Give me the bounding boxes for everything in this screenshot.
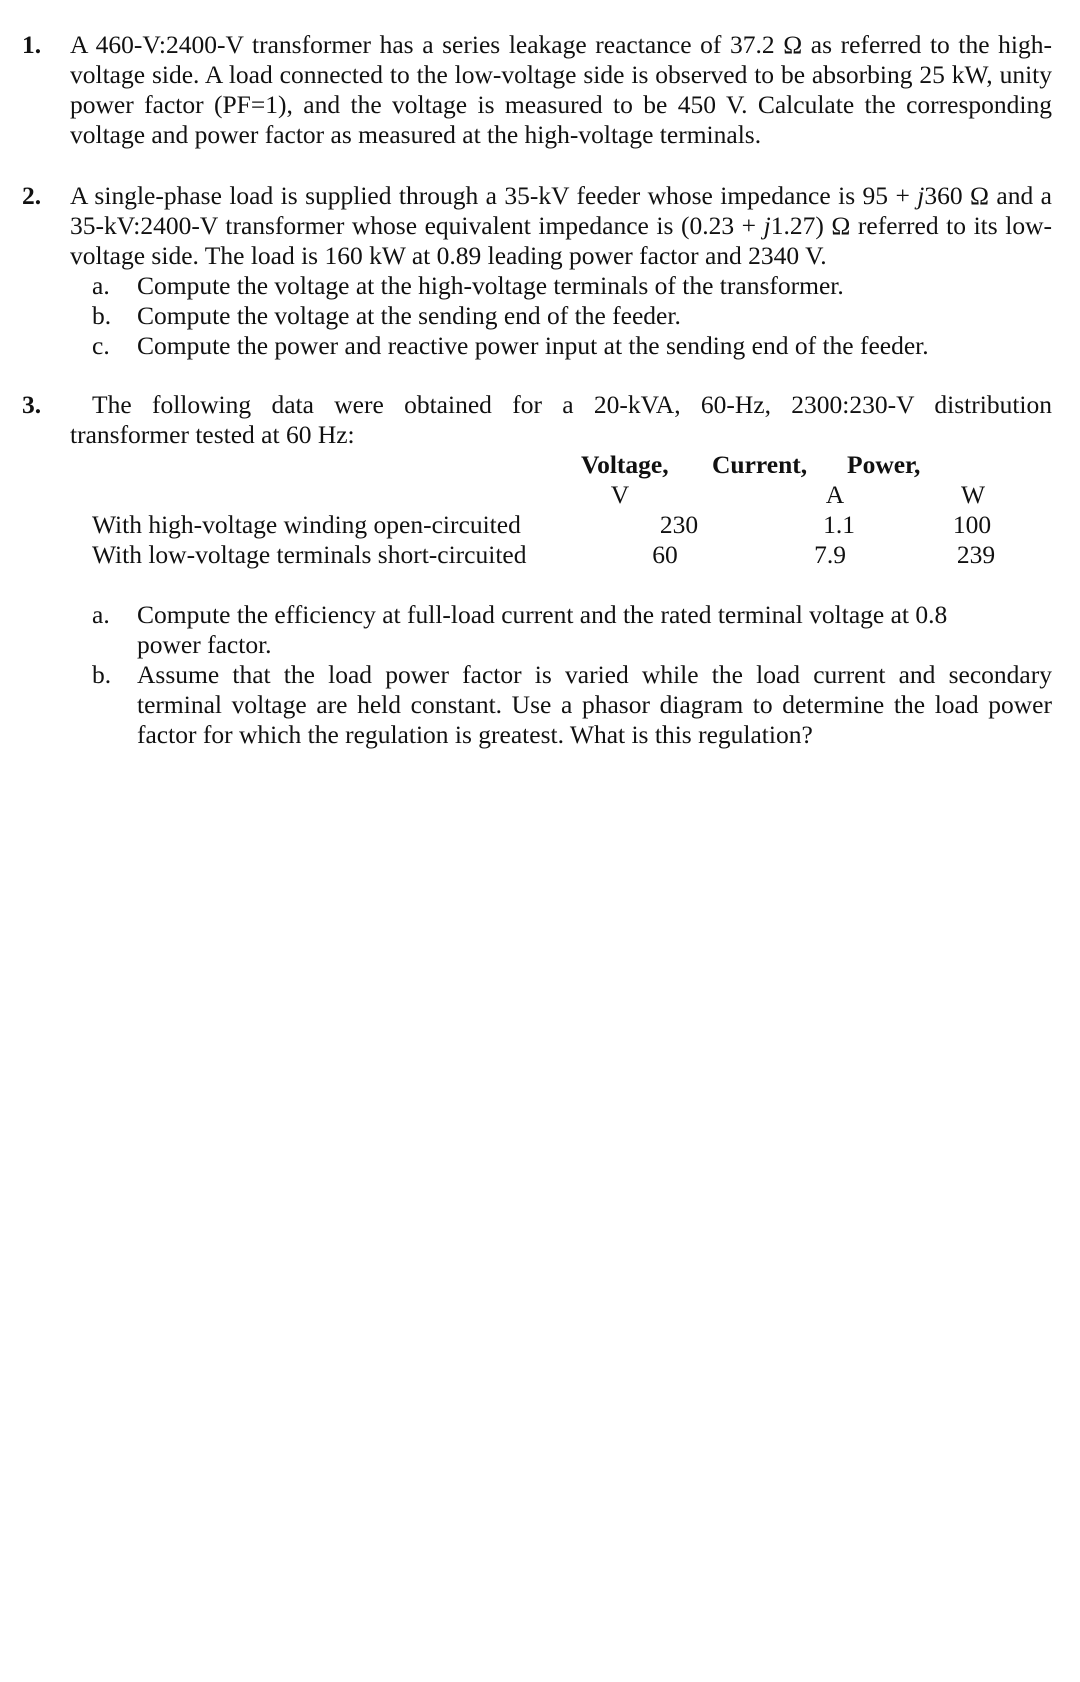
sub-letter: b. [92, 660, 112, 689]
sub-text: Compute the voltage at the sending end of the feeder. [137, 301, 681, 330]
table-cell: 7.9 [814, 540, 846, 569]
column-unit-voltage: V [610, 480, 630, 509]
problem-text [70, 181, 1052, 271]
column-header-power: Power, [847, 450, 921, 479]
column-unit-current: A [825, 480, 845, 509]
sub-letter: b. [92, 301, 112, 330]
sub-question-c [92, 331, 1052, 361]
problem-text-part: 1.27) Ω referred to its low-voltage side. The load is 160 kW at 0.89 leading power factor and 2340 V. [70, 211, 1052, 270]
column-unit-power: W [960, 480, 986, 509]
sub-letter: a. [92, 271, 110, 300]
sub-text: Compute the efficiency at full-load current and the rated terminal voltage at 0.8 power factor. [137, 600, 948, 659]
problem-number: 2. [22, 181, 42, 210]
table-cell: 239 [956, 540, 996, 569]
sub-question-a [92, 271, 1052, 301]
problem-3-sub-questions [22, 600, 1052, 750]
sub-text: Compute the power and reactive power input at the sending end of the feeder. [137, 331, 929, 360]
problem-text-part: 360 Ω and a 35-kV:2400-V transformer whose equivalent impedance is (0.23 + [70, 181, 1052, 240]
sub-question-a [92, 600, 1052, 660]
sub-letter: a. [92, 600, 110, 629]
problem-2 [22, 181, 1052, 361]
sub-question-b [92, 660, 1052, 750]
sub-text: Compute the voltage at the high-voltage terminals of the transformer. [137, 271, 844, 300]
sub-questions [92, 271, 1052, 361]
sub-letter: c. [92, 331, 110, 360]
problem-number: 1. [22, 30, 42, 59]
problem-text: A 460-V:2400-V transformer has a series leakage reactance of 37.2 Ω as referred to the high-voltage side. A load connected to the low-voltage side is observed to be absorbing 25 kW, unity power factor (PF=1), and the voltage is measured to be 450 V. Calculate the corresponding voltage and power factor as measured at the high-voltage terminals. [70, 30, 1052, 149]
imaginary-unit: j [917, 181, 925, 210]
column-header-current: Current, [712, 450, 808, 479]
sub-text: Assume that the load power factor is varied while the load current and secondary terminal voltage are held constant. Use a phasor diagram to determine the load power factor for which the regulation is greatest. What is this regulation? [137, 660, 1052, 749]
table-row-label: With high-voltage winding open-circuited [92, 510, 521, 539]
problem-text-line: transformer tested at 60 Hz: [70, 420, 355, 449]
imaginary-unit: j [763, 211, 771, 240]
sub-questions [92, 600, 1052, 750]
sub-question-b [92, 301, 1052, 331]
column-header-voltage: Voltage, [581, 450, 669, 479]
problem-text-line: The following data were obtained for a 20-kVA, 60-Hz, 2300:230-V distribution [92, 390, 1052, 419]
table-cell: 1.1 [823, 510, 855, 539]
problem-number: 3. [22, 390, 42, 419]
problem-3 [22, 390, 1052, 450]
problem-1 [22, 30, 1052, 150]
table-cell: 100 [952, 510, 992, 539]
table-row-label: With low-voltage terminals short-circuited [92, 540, 527, 569]
table-cell: 60 [652, 540, 678, 569]
table-cell: 230 [659, 510, 699, 539]
problem-text-part: A single-phase load is supplied through a 35-kV feeder whose impedance is 95 + [70, 181, 918, 210]
